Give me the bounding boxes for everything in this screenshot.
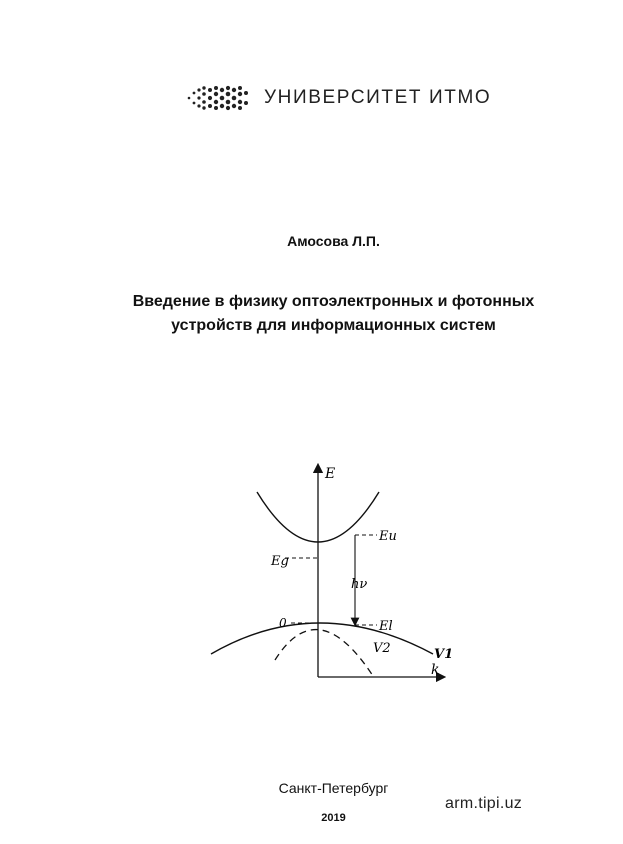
city: Санкт-Петербург <box>278 780 389 796</box>
logo-text: УНИВЕРСИТЕТ ИТМО <box>264 87 492 108</box>
itmo-dots-icon <box>186 84 250 112</box>
year: 2019 <box>321 812 346 824</box>
el-label: El <box>379 619 393 634</box>
zero-label: 0 <box>279 616 287 630</box>
hnu-label: hν <box>351 577 368 592</box>
book-title <box>0 290 623 338</box>
v1-label: V1 <box>434 647 454 662</box>
book-title-line-2: устройств для информационных систем <box>171 317 496 334</box>
valence-band-v2-curve <box>275 630 373 676</box>
v2-label: V2 <box>373 641 391 656</box>
e-axis-label: E <box>325 466 336 482</box>
k-axis-label: k <box>431 662 440 678</box>
valence-band-v1-curve <box>211 623 433 654</box>
university-logo <box>186 84 491 112</box>
author-name: Амосова Л.П. <box>287 233 380 249</box>
watermark: arm.tipi.uz <box>445 795 523 812</box>
eu-label: Eu <box>379 529 397 544</box>
book-title-line-1: Введение в физику оптоэлектронных и фотонных <box>132 293 535 310</box>
band-structure-figure <box>205 462 455 687</box>
eg-label: Eg <box>271 554 289 569</box>
